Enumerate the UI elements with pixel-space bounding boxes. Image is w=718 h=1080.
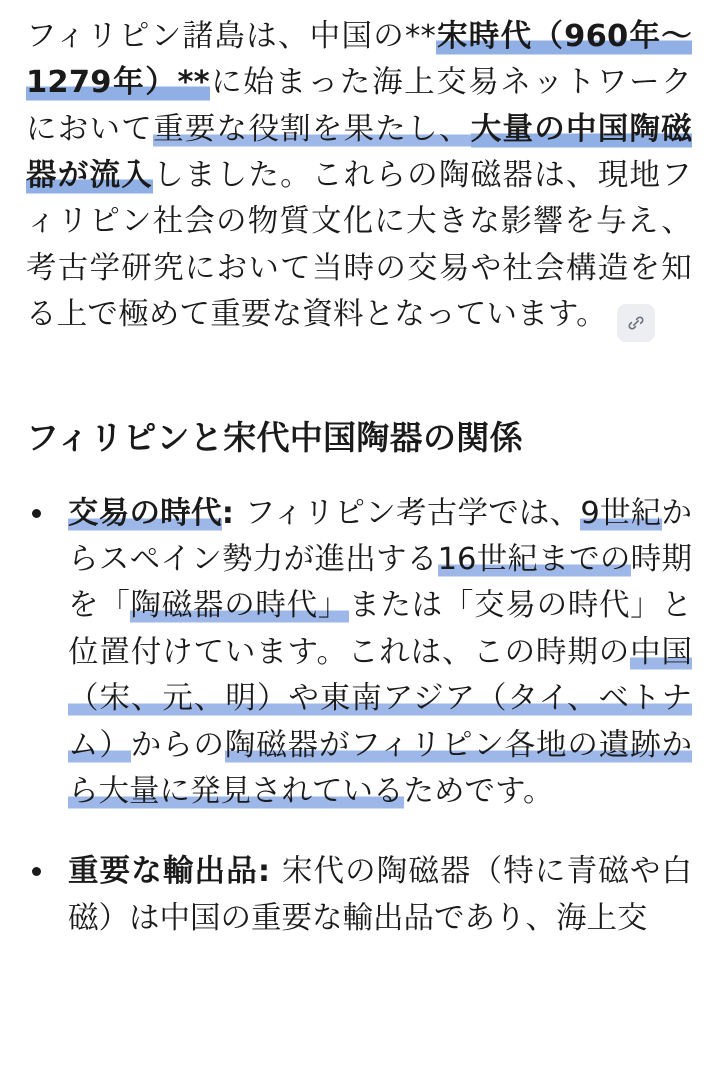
list-item-body-3: 時期を「 [68, 542, 693, 624]
section-heading: フィリピンと宋代中国陶器の関係 [26, 418, 523, 458]
list-item-body-4: または「交易の時代」と位置付けています。これは、この時期の [68, 588, 693, 670]
list-item-highlight-16th-century: 16世紀までの [437, 542, 631, 578]
list-item-body-5: からの [130, 727, 225, 763]
list-item-highlight-excavations: 陶磁器がフィリピン各地の遺跡から大量に発見されている [68, 727, 693, 809]
link-icon[interactable] [617, 304, 655, 342]
bullet-point-icon [32, 867, 41, 876]
paragraph-highlight-ceramics-influx: 大量の中国陶磁器が流入 [26, 111, 692, 194]
list-item-term: 交易の時代 [68, 495, 222, 531]
intro-paragraph [26, 14, 692, 342]
list-item-highlight-9th-century: 9世紀 [580, 495, 662, 531]
list-item [26, 849, 692, 942]
paragraph-highlight-song-era: 宋時代（960年〜1279年）** [26, 19, 693, 101]
paragraph-highlight-important-role: 重要な役割を果たし、 [153, 111, 471, 147]
list-item-term: 重要な輸出品 [68, 854, 258, 890]
list-item-body-1: フィリピン考古学では、 [244, 495, 581, 531]
paragraph-segment-6: しました。これらの陶磁器は、現地フィリピン社会の物質文化に大きな影響を与え、考古学研究において当時の交易や社会構造を知る上で極めて重要な資料となっています。 [26, 158, 692, 333]
list-item-highlight-china-sea-asia: 中国（宋、元、明）や東南アジア（タイ、ベトナム） [68, 634, 693, 763]
list-item-body-6: ためです。 [403, 773, 554, 809]
list-item-body-2: からスペイン勢力が進出する [68, 495, 693, 578]
bullet-list [26, 491, 692, 942]
paragraph-segment-1: フィリピン諸島は、中国の** [26, 19, 436, 54]
list-item-body-1: 宋代の陶磁器（特に青磁や白磁）は中国の重要な輸出品であり、海上交 [68, 854, 692, 936]
bullet-point-icon [32, 509, 41, 518]
paragraph-segment-3: に始まった海上交易ネットワークにおいて [26, 65, 693, 147]
list-item-separator: : [257, 854, 282, 890]
list-item-separator: : [221, 495, 245, 531]
list-item-highlight-ceramic-age: 陶磁器の時代」 [130, 588, 350, 624]
list-item [26, 491, 692, 816]
